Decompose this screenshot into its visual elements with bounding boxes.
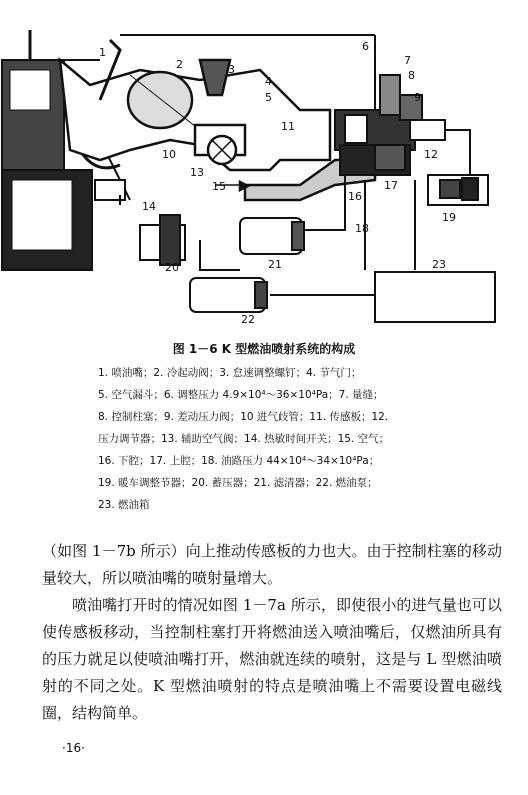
legend-line: 23. 燃油箱 (98, 499, 150, 511)
callout-23: 23 (432, 258, 446, 271)
callout-1: 1 (99, 46, 106, 59)
accumulator (140, 215, 185, 265)
callout-9: 9 (414, 91, 421, 104)
body-text (42, 538, 502, 727)
callout-11: 11 (281, 120, 295, 133)
fuel-filter (240, 218, 304, 254)
callout-10: 10 (162, 148, 176, 161)
callout-18: 18 (355, 222, 369, 235)
fuel-tank (375, 272, 495, 322)
paragraph: 喷油嘴打开时的情况如图 1－7a 所示，即使很小的进气量也可以使传感板移动，当控制柱塞打开将燃油送入喷油嘴后，仅燃油所具有的压力就足以使喷油嘴打开，燃油就连续的喷射，这是与 L 型燃油喷射的不同之处。K 型燃油喷射的特点是喷油嘴上不需要设置电磁线圈，结构简单。 (42, 596, 502, 722)
callout-15: 15 (212, 180, 226, 193)
callout-21: 21 (268, 258, 282, 271)
legend-line: 8. 控制柱塞；9. 差动压力阀；10 进气歧管；11. 传感板；12. (98, 411, 389, 423)
legend-line: 16. 下腔；17. 上腔；18. 油路压力 44×10⁴～34×10⁴Pa； (98, 455, 380, 467)
callout-12: 12 (424, 148, 438, 161)
callout-4: 4 (265, 75, 272, 88)
fuel-injection-diagram (0, 0, 528, 330)
callout-8: 8 (408, 69, 415, 82)
figure-legend (98, 362, 508, 516)
callout-6: 6 (362, 40, 369, 53)
callout-16: 16 (348, 190, 362, 203)
figure-caption: 图 1－6 K 型燃油喷射系统的构成 (172, 342, 356, 356)
callout-17: 17 (384, 179, 398, 192)
callout-13: 13 (190, 166, 204, 179)
legend-line: 压力调节器；13. 辅助空气阀；14. 热敏时间开关；15. 空气； (98, 433, 390, 445)
callout-7: 7 (404, 54, 411, 67)
callout-22: 22 (241, 313, 255, 326)
callout-2: 2 (176, 58, 183, 71)
paragraph: （如图 1－7b 所示）向上推动传感板的力也大。由于控制柱塞的移动量较大，所以喷油嘴的喷射量增大。 (42, 542, 502, 587)
fuel-pump (190, 278, 267, 312)
callout-14: 14 (142, 200, 156, 213)
legend-line: 19. 暖车调整节器；20. 蓄压器；21. 滤清器；22. 燃油泵； (98, 477, 378, 489)
page-number: ·16· (62, 741, 85, 755)
callout-19: 19 (442, 211, 456, 224)
callout-5: 5 (265, 91, 272, 104)
callout-20: 20 (165, 261, 179, 274)
intake-manifold (60, 35, 375, 170)
legend-line: 5. 空气漏斗；6. 调整压力 4.9×10⁴～36×10⁴Pa；7. 量缝； (98, 389, 384, 401)
callout-3: 3 (228, 63, 235, 76)
warmup-regulator (428, 175, 488, 205)
legend-line: 1. 喷油嘴；2. 冷起动阀；3. 怠速调整螺钉；4. 节气门； (98, 367, 362, 379)
